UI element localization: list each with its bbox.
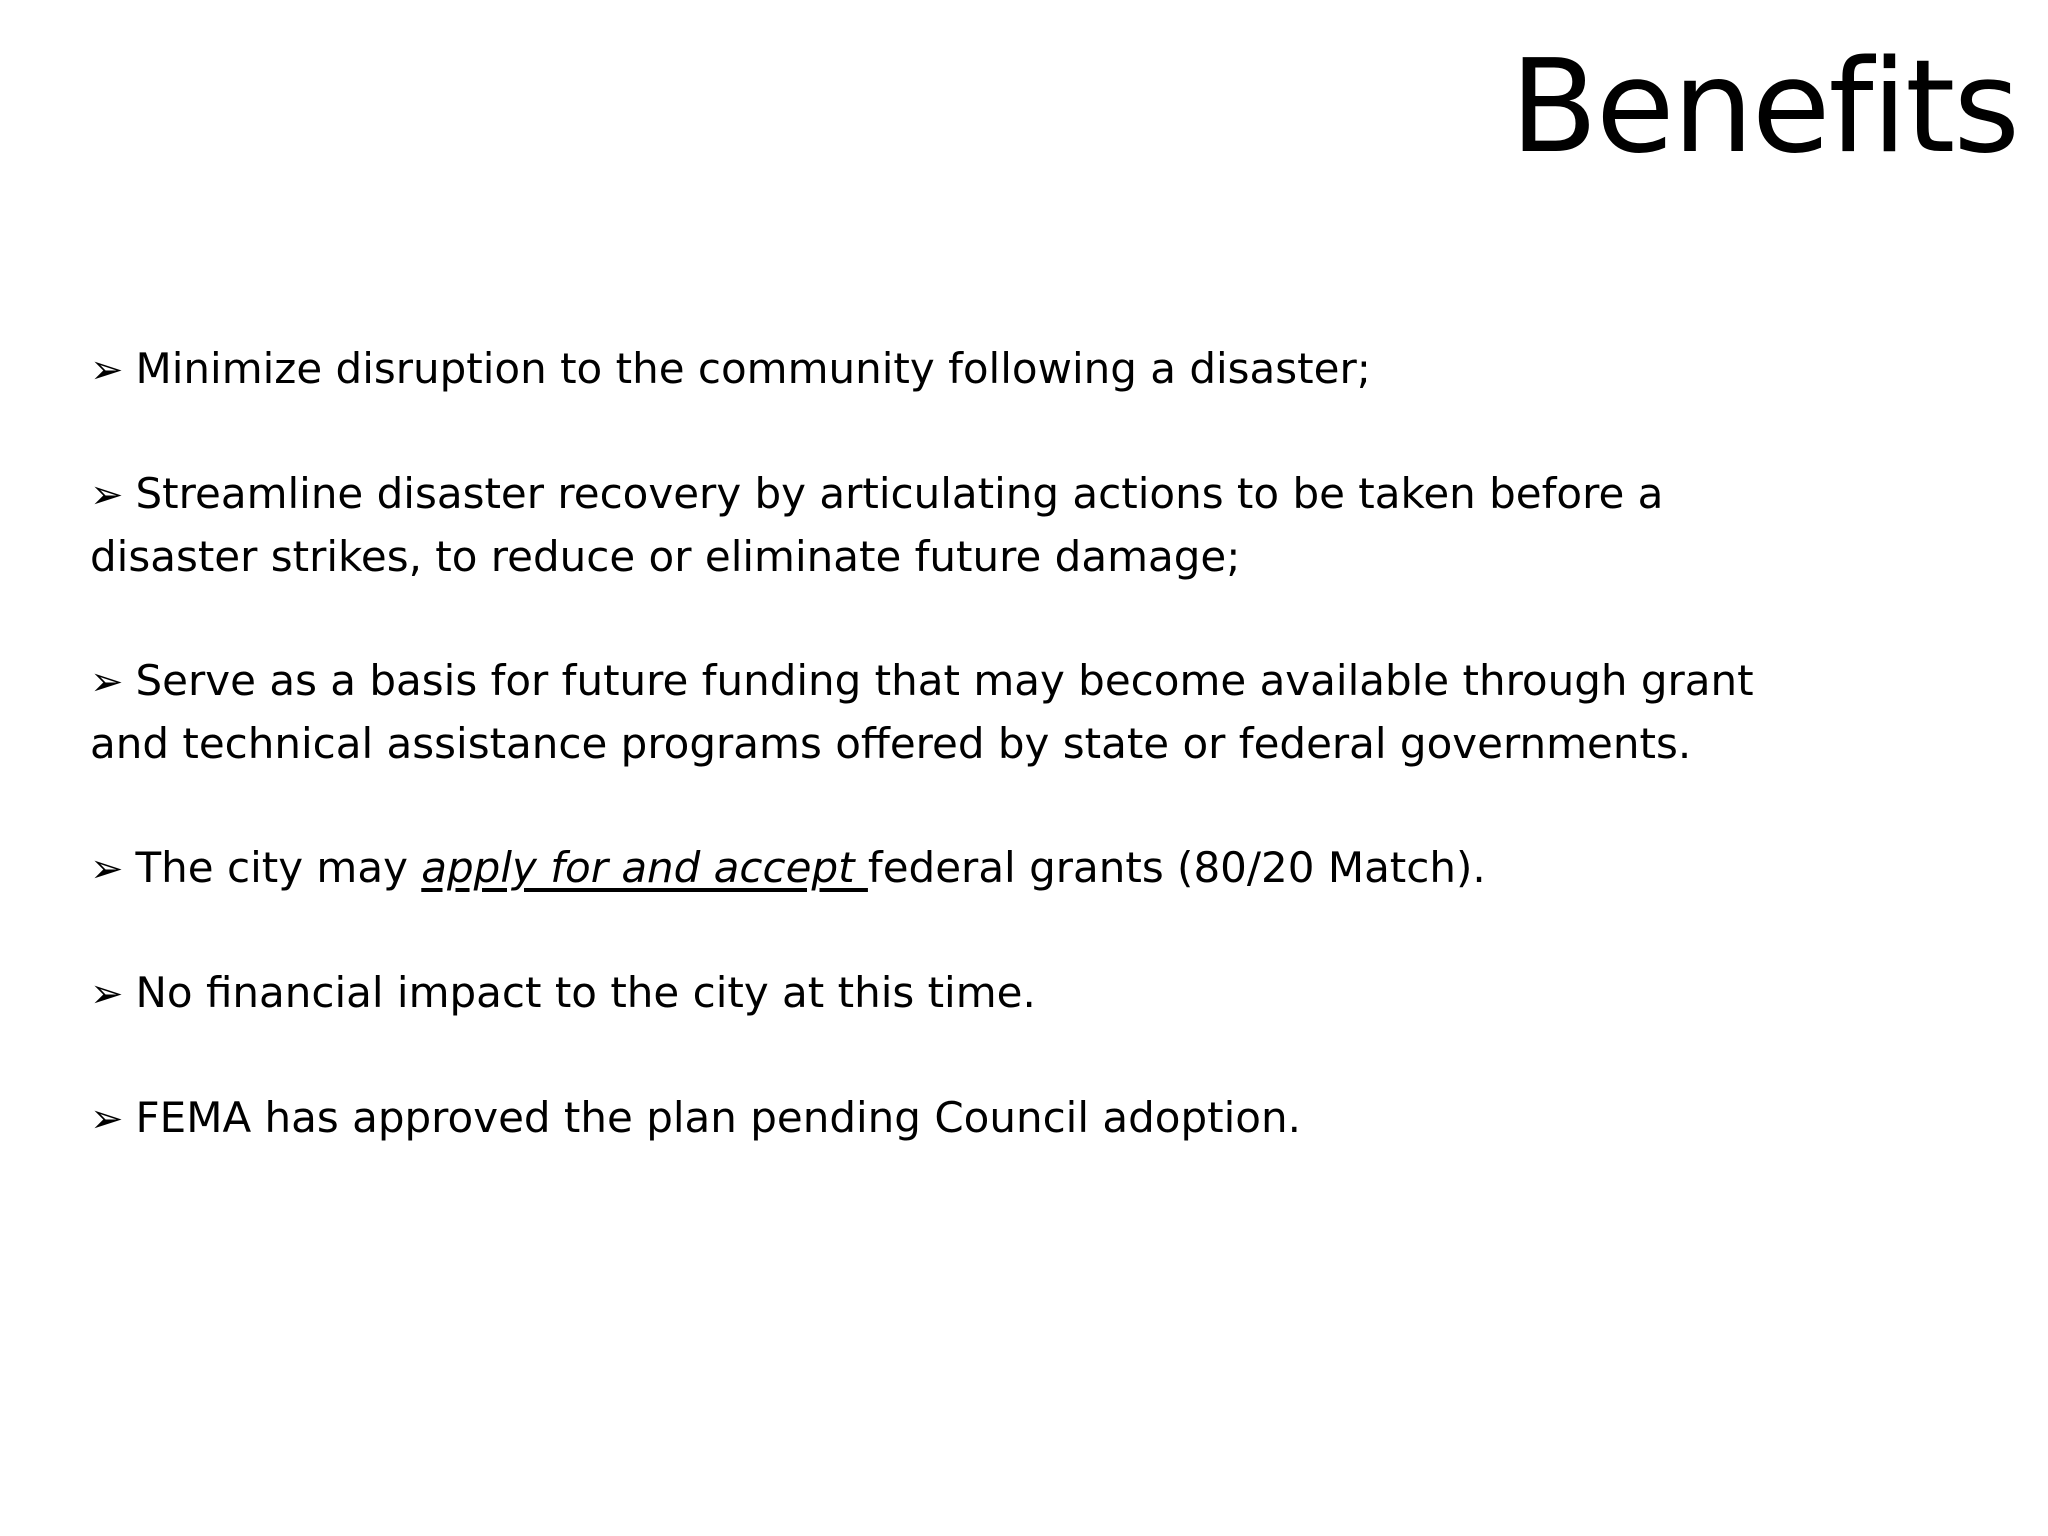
arrowhead-bullet-icon: ➢	[90, 347, 124, 393]
bullet-text: Serve as a basis for future funding that may become available through grant and technical assistance programs offered by state or federal governments.	[90, 656, 1754, 768]
bullet-item-streamline-recovery	[90, 463, 1790, 588]
arrowhead-bullet-icon: ➢	[90, 472, 124, 518]
bullet-text: Minimize disruption to the community following a disaster;	[135, 344, 1371, 393]
bullet-text-after: federal grants (80/20 Match).	[867, 843, 1486, 892]
bullet-list	[90, 338, 1790, 1212]
slide-title: Benefits	[1510, 33, 2018, 182]
bullet-item-no-financial-impact	[90, 962, 1790, 1025]
bullet-item-future-funding	[90, 650, 1790, 775]
bullet-item-minimize-disruption	[90, 338, 1790, 401]
bullet-text-emphasis: apply for and accept	[421, 843, 868, 892]
bullet-item-federal-grants	[90, 837, 1790, 900]
bullet-text-before: The city may	[135, 843, 422, 892]
bullet-text: Streamline disaster recovery by articulating actions to be taken before a disaster strikes, to reduce or eliminate future damage;	[90, 469, 1664, 581]
arrowhead-bullet-icon: ➢	[90, 846, 124, 892]
arrowhead-bullet-icon: ➢	[90, 1096, 124, 1142]
bullet-text: FEMA has approved the plan pending Council adoption.	[135, 1093, 1301, 1142]
arrowhead-bullet-icon: ➢	[90, 971, 124, 1017]
arrowhead-bullet-icon: ➢	[90, 659, 124, 705]
bullet-item-fema-approval	[90, 1087, 1790, 1150]
bullet-text: No financial impact to the city at this time.	[135, 968, 1036, 1017]
